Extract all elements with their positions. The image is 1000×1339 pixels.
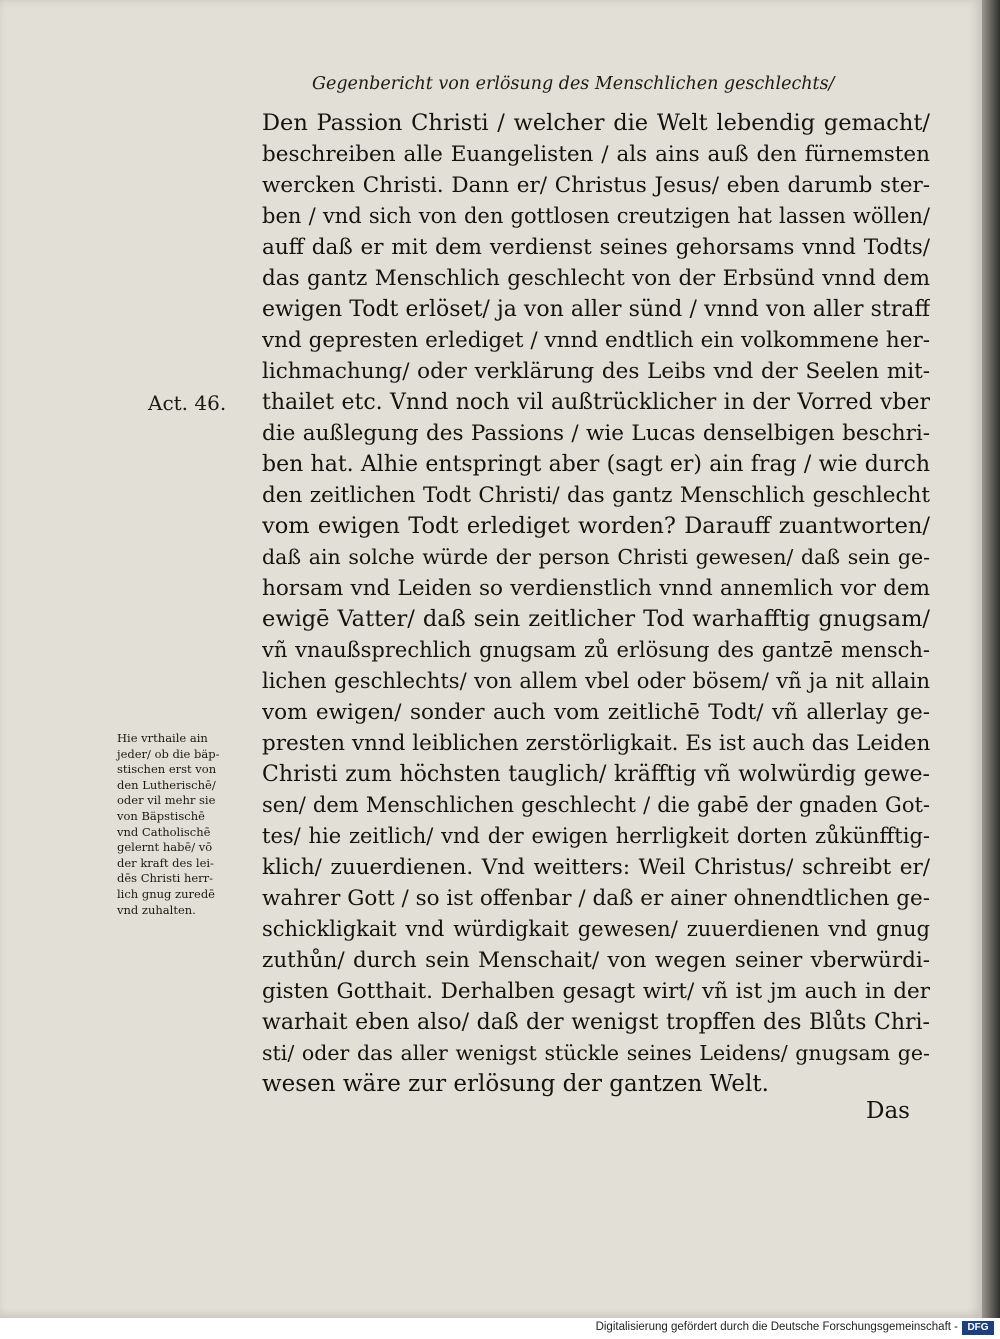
text-line: vom ewigen Todt erlediget worden? Darauff zuantworten/ bbox=[262, 513, 930, 539]
text-line: tes/ hie zeitlich/ vnd der ewigen herrligkeit dorten zůkünfftig- bbox=[262, 824, 930, 848]
text-line: sen/ dem Menschlichen geschlecht / die gabē der gnaden Got- bbox=[262, 793, 930, 817]
text-line: lichmachung/ oder verklärung des Leibs vnd der Seelen mit- bbox=[262, 359, 930, 384]
funding-notice: Digitalisierung gefördert durch die Deutsche Forschungsgemeinschaft - bbox=[595, 1321, 958, 1333]
text-line: ben hat. Alhie entspringt aber (sagt er) ain frag / wie durch bbox=[262, 452, 930, 477]
text-line: ewigen Todt erlöset/ ja von aller sünd / vnnd von aller straff bbox=[262, 297, 930, 322]
running-head: Gegenbericht von erlösung des Menschlichen geschlechts/ bbox=[312, 74, 835, 94]
text-line: schickligkait vnd würdigkait gewesen/ zuuerdienen vnd gnug bbox=[262, 917, 930, 941]
text-line: wahrer Gott / so ist offenbar / daß er ainer ohnendtlichen ge- bbox=[262, 886, 930, 911]
text-line: vñ vnaußsprechlich gnugsam zů erlösung des gantzē mensch- bbox=[262, 638, 930, 662]
text-line-last: wesen wäre zur erlösung der gantzen Welt. bbox=[262, 1071, 769, 1097]
margin-note-line: der kraft des lei- bbox=[117, 855, 214, 870]
margin-note-line: jeder/ ob die bäp- bbox=[117, 746, 220, 761]
dfg-logo: DFG bbox=[962, 1321, 994, 1335]
text-line: den zeitlichen Todt Christi/ das gantz Menschlich geschlecht bbox=[262, 483, 930, 508]
margin-reference: Act. 46. bbox=[148, 391, 227, 415]
margin-note bbox=[117, 731, 255, 918]
margin-note-line: gelernt habē/ vō bbox=[117, 840, 213, 855]
margin-note-line: vnd zuhalten. bbox=[117, 902, 196, 917]
text-line: Den Passion Christi / welcher die Welt lebendig gemacht/ bbox=[262, 110, 930, 136]
text-line: beschreiben alle Euangelisten / als ains auß den fürnemsten bbox=[262, 142, 930, 167]
margin-note-line: lich gnug zuredē bbox=[117, 886, 215, 901]
text-line: daß ain solche würde der person Christi gewesen/ daß sein ge- bbox=[262, 545, 930, 569]
text-line: vnd gepresten erlediget / vnnd endtlich ein volkommene her- bbox=[262, 328, 930, 353]
text-line: horsam vnd Leiden so verdienstlich vnnd annemlich vor dem bbox=[262, 576, 930, 601]
text-line: vom ewigen/ sonder auch vom zeitlichē Todt/ vñ allerlay ge- bbox=[262, 700, 930, 725]
text-line: auff daß er mit dem verdienst seines gehorsams vnnd Todts/ bbox=[262, 235, 930, 260]
text-line: ewigē Vatter/ daß sein zeitlicher Tod warhafftig gnugsam/ bbox=[262, 606, 930, 632]
margin-note-line: den Lutherischē/ bbox=[117, 777, 216, 792]
margin-note-line: von Bäpstischē bbox=[117, 808, 205, 823]
text-line: gisten Gotthait. Derhalben gesagt wirt/ vñ ist jm auch in der bbox=[262, 979, 930, 1004]
margin-note-line: stischen erst von bbox=[117, 762, 217, 777]
catchword: Das bbox=[866, 1098, 910, 1124]
text-line: Christi zum höchsten tauglich/ kräfftig vñ wolwürdig gewe- bbox=[262, 762, 930, 787]
text-line: warhait eben also/ daß der wenigst tropffen des Blůts Chri- bbox=[262, 1010, 930, 1035]
text-line: thailet etc. Vnnd noch vil außtrücklicher in der Vorred vber bbox=[262, 390, 930, 415]
text-line: das gantz Menschlich geschlecht von der Erbsünd vnnd dem bbox=[262, 266, 930, 291]
text-line: lichen geschlechts/ von allem vbel oder bösem/ vñ ja nit allain bbox=[262, 669, 930, 693]
margin-note-line: oder vil mehr sie bbox=[117, 793, 216, 808]
margin-note-line: dēs Christi herr- bbox=[117, 871, 214, 886]
footer-bar bbox=[0, 1318, 1000, 1339]
margin-note-line: vnd Catholischē bbox=[117, 824, 211, 839]
text-line: ben / vnd sich von den gottlosen creutzigen hat lassen wöllen/ bbox=[262, 204, 930, 228]
text-line: klich/ zuuerdienen. Vnd weitters: Weil Christus/ schreibt er/ bbox=[262, 855, 930, 880]
margin-note-line: Hie vrthaile ain bbox=[117, 731, 208, 745]
text-line: sti/ oder das aller wenigst stückle seines Leidens/ gnugsam ge- bbox=[262, 1041, 930, 1065]
text-line: wercken Christi. Dann er/ Christus Jesus/ eben darumb ster- bbox=[262, 173, 930, 198]
page-edge-shadow bbox=[982, 0, 1000, 1318]
text-line: die außlegung des Passions / wie Lucas denselbigen beschri- bbox=[262, 421, 930, 446]
text-line: presten vnnd leiblichen zerstörligkait. Es ist auch das Leiden bbox=[262, 731, 930, 756]
body-text bbox=[262, 108, 930, 1100]
text-line: zuthůn/ durch sein Menschait/ von wegen seiner vberwürdi- bbox=[262, 948, 930, 973]
